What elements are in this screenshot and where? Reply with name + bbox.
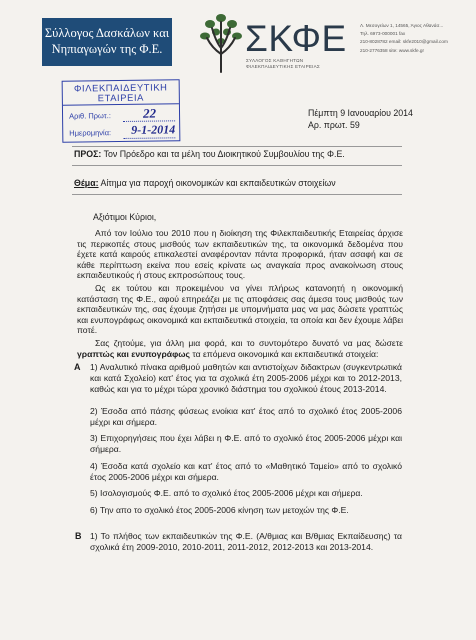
divider-bottom bbox=[72, 194, 402, 195]
subject-label: Θέμα: bbox=[74, 178, 99, 188]
subject-line bbox=[74, 178, 336, 188]
stamp-date-label: Ημερομηνία: bbox=[69, 128, 112, 138]
section-a-item-3: 3) Επιχορηγήσεις που έχει λάβει η Φ.Ε. από το σχολικό έτος 2005-2006 μέχρι και σήμερα. bbox=[90, 433, 402, 454]
stamp-title-line-2: ΕΤΑΙΡΕΙΑ bbox=[97, 91, 145, 104]
stamp-date-value: 9-1-2014 bbox=[131, 122, 176, 137]
section-a-item-6: 6) Την απο το σχολικό έτος 2005-2006 κίνηση των μετοχών της Φ.Ε. bbox=[90, 505, 349, 515]
paragraph-3-end: τα επόμενα οικονομικά και εκπαιδευτικά στοιχεία: bbox=[189, 348, 379, 359]
association-name-line-1: Σύλλογος Δασκάλων και bbox=[44, 26, 170, 40]
stamp-title bbox=[63, 80, 179, 105]
salutation: Αξιότιμοι Κύριοι, bbox=[93, 212, 157, 222]
association-name-line-2: Νηπιαγωγών της Φ.Ε. bbox=[51, 42, 163, 56]
subject-text: Αίτημα για παροχή οικονομικών και εκπαιδευτικών στοιχείων bbox=[98, 178, 336, 188]
logo-tagline bbox=[246, 58, 346, 69]
section-a-letter: Α bbox=[74, 362, 81, 372]
contact-line-4: 210-2776358 site: www.skfe.gr bbox=[360, 47, 425, 53]
letter-date-block bbox=[308, 107, 413, 131]
recipient-line bbox=[74, 149, 345, 159]
section-b-item-1: 1) Το πλήθος των εκπαιδευτικών της Φ.Ε. (Α/θμιας και Β/θμιας Εκπαίδευσης) τα σχολικά έτη 2009-2010, 2010-2011, 2011-2012, 2012-2013 και 2013-2014. bbox=[90, 531, 402, 552]
letter-protocol: Αρ. πρωτ. 59 bbox=[308, 120, 360, 130]
paragraph-3-emphasis: γραπτώς και ενυπογράφως bbox=[77, 348, 190, 359]
recipient-text: Τον Πρόεδρο και τα μέλη του Διοικητικού Συμβουλίου της Φ.Ε. bbox=[101, 149, 345, 159]
paragraph-1: Από τον Ιούλιο του 2010 που η διοίκηση της Φιλεκπαιδευτικής Εταιρείας άρχισε τις περικοπές στους μισθούς των εκπαιδευτικών της, τα οικονομικά δεδομένα που έχετε κατά καιρούς επικαλεστεί αναφέρονταν πάντα προφορικά, ήταν ασαφή και σε κάθε περίπτωση εκείνα που εσείς κρίνατε ως αναγκαία προς ανακοίνωση στους εκπαιδευτικούς ή στους εκπροσώπους τους. bbox=[77, 228, 403, 281]
contact-line-2: Τηλ. 6973-000001 fax bbox=[360, 31, 406, 37]
section-a-item-2: 2) Έσοδα από πάσης φύσεως ενοίκια κατ' έτος από το σχολικό έτος 2005-2006 μέχρι και σήμερα. bbox=[90, 406, 402, 427]
paragraph-3 bbox=[77, 338, 403, 359]
logo-tagline-line-2: ΦΙΛΕΚΠΑΙΔΕΥΤΙΚΗΣ ΕΤΑΙΡΕΙΑΣ bbox=[246, 63, 320, 69]
protocol-stamp bbox=[62, 79, 181, 142]
association-header-box bbox=[42, 18, 172, 66]
stamp-protocol-label: Αριθ. Πρωτ.: bbox=[69, 111, 111, 121]
recipient-label: ΠΡΟΣ: bbox=[74, 149, 102, 159]
paragraph-2: Ως εκ τούτου και προκειμένου να γίνει πλήρως κατανοητή η οικονομική κατάσταση της Φ.Ε., αφού επηρεάζει με τις αποφάσεις σας άμεσα τους μισθούς των εκπαιδευτικών της, σας έχουμε ζητήσει με υπομνήματα μας να μας δώσετε γραπτώς και ενυπογράφως οικονομικά και εκπαιδευτικά στοιχεία, τα οποία και δεν έχουμε λάβει ποτέ. bbox=[77, 283, 403, 336]
contact-block bbox=[360, 22, 460, 55]
section-a-item-4: 4) Έσοδα κατά σχολείο και κατ' έτος από το «Μαθητικό Ταμείο» από το σχολικό έτος 2005-2006 μέχρι και σήμερα. bbox=[90, 461, 402, 482]
section-b-letter: Β bbox=[75, 531, 82, 541]
tree-logo-icon bbox=[198, 8, 244, 74]
section-a-item-1: 1) Αναλυτικό πίνακα αριθμού μαθητών και αντιστοίχων διδακτρων (συγκεντρωτικά και κατά Σχολείο) κατ' έτος για τα σχολικά έτη 2005-2006 μέχρι και το 2012-2013, καθώς και για το μέχρι τώρα χρονικό διάστημα του σχολικού έτους 2013-2014. bbox=[90, 362, 402, 394]
skfe-logo bbox=[198, 8, 347, 76]
contact-line-3: 210-8028782 email: skfe2010@gmail.com bbox=[360, 39, 448, 45]
letter-date: Πέμπτη 9 Ιανουαρίου 2014 bbox=[308, 108, 413, 118]
stamp-title-line-1: ΦΙΛΕΚΠΑΙΔΕΥΤΙΚΗ bbox=[73, 81, 168, 94]
logo-wordmark: ΣΚΦΕ bbox=[245, 18, 347, 59]
stamp-protocol-value: 22 bbox=[142, 105, 157, 121]
divider-top bbox=[72, 146, 402, 147]
paragraph-3-start: Σας ζητούμε, για άλλη μια φορά, και το συντομότερο δυνατό να μας δώσετε bbox=[95, 338, 403, 348]
section-a-item-5: 5) Ισολογισμούς Φ.Ε. από το σχολικό έτος 2005-2006 μέχρι και σήμερα. bbox=[90, 488, 363, 498]
logo-tagline-line-1: ΣΥΛΛΟΓΟΣ ΚΑΘΗΓΗΤΩΝ bbox=[246, 58, 304, 63]
contact-line-1: Λ. Μεσογείων 1, 14565, Άγιος Αθανάσ... bbox=[360, 23, 444, 28]
divider-middle bbox=[72, 165, 402, 166]
